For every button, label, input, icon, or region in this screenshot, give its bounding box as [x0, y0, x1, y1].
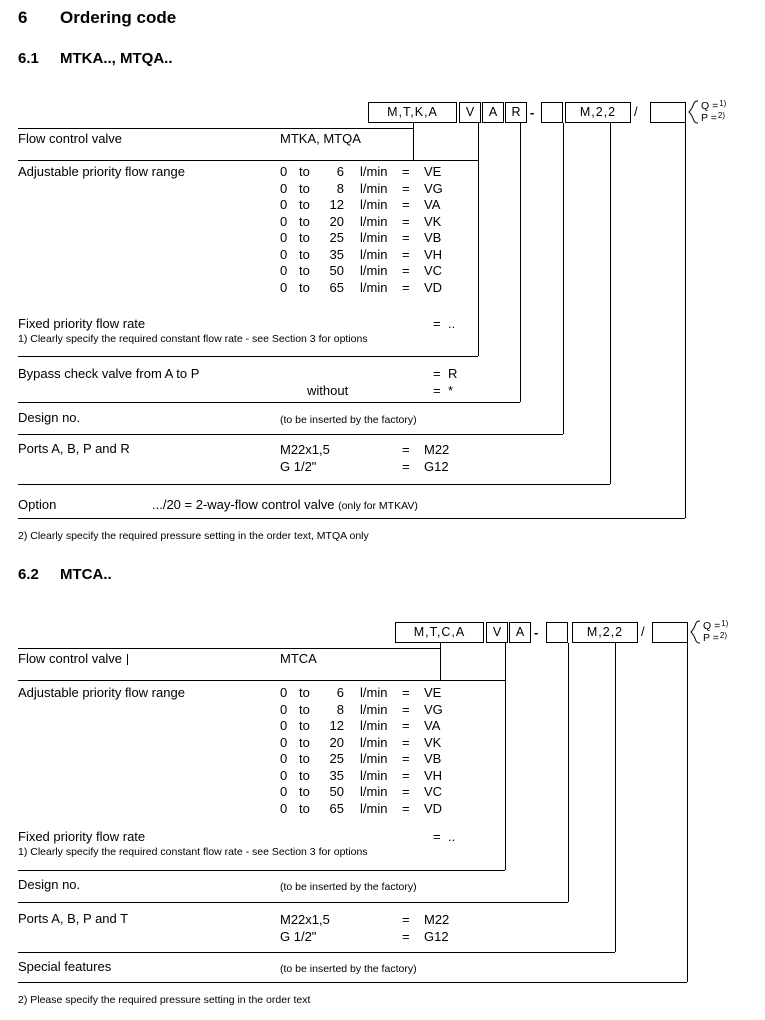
code-box-mtka-group: M,T,K,A [368, 102, 457, 123]
equals-sign: = [433, 316, 441, 331]
code-box-ports-group: M,2,2 [565, 102, 631, 123]
flow-code: VE [424, 164, 442, 179]
equals-sign: = [402, 734, 410, 750]
flow-max: 65 [329, 279, 344, 295]
flow-max: 20 [329, 734, 344, 750]
flow-to-word: to [299, 701, 310, 717]
flow-code: VA [424, 197, 441, 212]
flow-to-word: to [299, 718, 310, 733]
flow-range-table [280, 685, 443, 817]
flow-max: 6 [336, 685, 344, 700]
connector-line-ports [615, 643, 616, 952]
flow-to-word: to [299, 784, 310, 799]
flow-max: 35 [329, 246, 344, 262]
separator-line [18, 402, 520, 403]
subsection-title-61: MTKA.., MTQA.. [60, 50, 173, 67]
flow-max: 50 [329, 263, 344, 278]
ports-row [280, 459, 449, 476]
option-note: (only for MTKAV) [338, 500, 418, 512]
flow-code: VG [424, 180, 443, 196]
equals-sign: = [402, 800, 410, 816]
separator-line [18, 982, 687, 983]
field-label-adjustable-flow: Adjustable priority flow range [18, 164, 185, 179]
code-box-special-blank [652, 622, 688, 643]
port-thread: M22x1,5 [280, 912, 330, 927]
code-separator-dash: - [530, 105, 535, 120]
flow-to-word: to [299, 734, 310, 750]
separator-line [18, 518, 685, 519]
flow-code: VG [424, 701, 443, 717]
equals-sign: = [402, 767, 410, 783]
option-value: .../20 = 2-way-flow control valve [152, 497, 335, 512]
separator-line [18, 648, 440, 649]
flow-min: 0 [280, 800, 288, 816]
flow-unit: l/min [360, 279, 388, 295]
equals-sign: = [402, 442, 410, 457]
equals-sign: = [402, 751, 410, 766]
code-box-v: V [459, 102, 481, 123]
footnote-2: 2) Please specify the required pressure setting in the order text [18, 994, 311, 1006]
footnote-2: 2) Clearly specify the required pressure setting in the order text, MTQA only [18, 530, 369, 542]
flow-unit: l/min [360, 213, 388, 229]
connector-line-mtca [440, 643, 441, 680]
field-label-design-no: Design no. [18, 877, 81, 892]
flow-to-word: to [299, 800, 310, 816]
equals-sign: = [402, 912, 410, 927]
field-label-design-no: Design no. [18, 410, 81, 425]
flow-unit: l/min [360, 180, 388, 196]
flow-min: 0 [280, 701, 288, 717]
text-cursor-artifact [127, 654, 128, 665]
flow-range-row [280, 280, 443, 297]
flow-code: VC [424, 784, 443, 799]
connector-line-bypass [520, 123, 521, 402]
flow-to-word: to [299, 767, 310, 783]
flow-range-row [280, 197, 443, 214]
flow-min: 0 [280, 164, 288, 179]
equals-sign: = [402, 213, 410, 229]
field-label-option: Option [18, 497, 57, 512]
flow-code: VK [424, 734, 442, 750]
flow-unit: l/min [360, 263, 388, 278]
flow-to-word: to [299, 685, 310, 700]
q-footnote-marker: 1) [719, 99, 727, 108]
port-code: G12 [424, 459, 449, 474]
equals-sign: = [402, 685, 410, 700]
ports-table [280, 442, 449, 476]
separator-line [18, 952, 615, 953]
flow-to-word: to [299, 279, 310, 295]
flow-to-word: to [299, 164, 310, 179]
code-box-a: A [509, 622, 531, 643]
flow-min: 0 [280, 246, 288, 262]
flow-code: VH [424, 246, 443, 262]
flow-unit: l/min [360, 164, 388, 179]
page-title: Ordering code [60, 8, 177, 27]
field-label-fixed-flow: Fixed priority flow rate [18, 316, 146, 331]
flow-max: 6 [336, 164, 344, 179]
connector-line-option [685, 123, 686, 518]
flow-range-row [280, 784, 443, 801]
separator-line [18, 128, 413, 129]
q-label-text: Q = [701, 100, 719, 112]
field-label-special-features: Special features [18, 959, 112, 974]
flow-range-row [280, 801, 443, 818]
flow-code: VA [424, 718, 441, 733]
equals-sign: = [402, 246, 410, 262]
port-thread: G 1/2" [280, 459, 317, 474]
flow-range-row [280, 735, 443, 752]
code-separator-slash: / [634, 104, 638, 119]
flow-unit: l/min [360, 701, 388, 717]
without-code: * [448, 383, 454, 398]
brace-icon [690, 620, 701, 647]
field-value-flow-control: MTKA, MTQA [280, 131, 361, 146]
brace-icon [688, 100, 699, 127]
equals-sign: = [433, 383, 441, 398]
equals-sign: = [402, 784, 410, 799]
flow-unit: l/min [360, 197, 388, 212]
flow-unit: l/min [360, 784, 388, 799]
port-code: G12 [424, 929, 449, 944]
flow-code: VC [424, 263, 443, 278]
flow-max: 12 [329, 197, 344, 212]
flow-min: 0 [280, 751, 288, 766]
flow-code: VB [424, 230, 442, 245]
separator-line [18, 680, 505, 681]
flow-range-row [280, 247, 443, 264]
flow-unit: l/min [360, 734, 388, 750]
flow-min: 0 [280, 213, 288, 229]
flow-code: VB [424, 751, 442, 766]
field-value-flow-control: MTCA [280, 651, 317, 666]
flow-max: 8 [336, 180, 344, 196]
flow-range-row [280, 718, 443, 735]
equals-sign: = [402, 929, 410, 944]
field-label-ports: Ports A, B, P and T [18, 911, 129, 926]
equals-sign: = [402, 718, 410, 733]
equals-sign: = [402, 230, 410, 245]
flow-unit: l/min [360, 718, 388, 733]
code-box-option-blank [650, 102, 686, 123]
equals-sign: = [402, 701, 410, 717]
flow-to-word: to [299, 197, 310, 212]
equals-sign: = [402, 164, 410, 179]
port-thread: G 1/2" [280, 929, 317, 944]
flow-range-row [280, 751, 443, 768]
separator-line [18, 434, 563, 435]
connector-line-flow [478, 123, 479, 356]
flow-min: 0 [280, 685, 288, 700]
equals-sign: = [433, 829, 441, 844]
flow-max: 50 [329, 784, 344, 799]
port-thread: M22x1,5 [280, 442, 330, 457]
flow-to-word: to [299, 230, 310, 245]
flow-min: 0 [280, 767, 288, 783]
fixed-flow-code: .. [448, 316, 456, 331]
footnote-1: 1) Clearly specify the required constant flow rate - see Section 3 for options [18, 846, 368, 858]
flow-max: 20 [329, 213, 344, 229]
flow-range-row [280, 181, 443, 198]
design-no-note: (to be inserted by the factory) [280, 881, 417, 893]
fixed-flow-code: .. [448, 829, 456, 844]
separator-line [18, 484, 610, 485]
field-label-flow-control: Flow control valve [18, 651, 123, 666]
flow-unit: l/min [360, 751, 388, 766]
subsection-number-62: 6.2 [18, 566, 39, 583]
code-box-mtca-group: M,T,C,A [395, 622, 484, 643]
design-no-note: (to be inserted by the factory) [280, 414, 417, 426]
flow-min: 0 [280, 197, 288, 212]
flow-to-word: to [299, 246, 310, 262]
flow-unit: l/min [360, 800, 388, 816]
flow-to-word: to [299, 180, 310, 196]
flow-max: 65 [329, 800, 344, 816]
flow-to-word: to [299, 213, 310, 229]
special-features-note: (to be inserted by the factory) [280, 963, 417, 975]
flow-range-row [280, 702, 443, 719]
code-box-design-blank [541, 102, 563, 123]
flow-min: 0 [280, 263, 288, 278]
p-footnote-marker: 2) [717, 111, 725, 120]
flow-min: 0 [280, 734, 288, 750]
q-footnote-marker: 1) [721, 619, 729, 628]
separator-line [18, 160, 478, 161]
flow-max: 25 [329, 751, 344, 766]
flow-code: VH [424, 767, 443, 783]
flow-code: VE [424, 685, 442, 700]
flow-max: 8 [336, 701, 344, 717]
flow-min: 0 [280, 784, 288, 799]
flow-unit: l/min [360, 685, 388, 700]
flow-min: 0 [280, 180, 288, 196]
field-label-adjustable-flow: Adjustable priority flow range [18, 685, 185, 700]
flow-range-row [280, 768, 443, 785]
port-code: M22 [424, 442, 450, 457]
flow-range-row [280, 263, 443, 280]
subsection-title-62: MTCA.. [60, 566, 112, 583]
flow-code: VK [424, 213, 442, 229]
code-box-design-blank [546, 622, 568, 643]
code-separator-dash: - [534, 625, 539, 640]
option-value-line [152, 498, 418, 512]
flow-min: 0 [280, 279, 288, 295]
section-number: 6 [18, 8, 28, 27]
separator-line [18, 870, 505, 871]
equals-sign: = [402, 459, 410, 474]
field-label-flow-control: Flow control valve [18, 131, 123, 146]
equals-sign: = [402, 279, 410, 295]
subsection-number-61: 6.1 [18, 50, 39, 67]
p-pressure-label [703, 632, 727, 645]
connector-line-ports [610, 123, 611, 484]
flow-code: VD [424, 279, 443, 295]
flow-min: 0 [280, 230, 288, 245]
flow-max: 12 [329, 718, 344, 733]
separator-line [18, 902, 568, 903]
separator-line [18, 356, 478, 357]
field-label-fixed-flow: Fixed priority flow rate [18, 829, 146, 844]
flow-max: 25 [329, 230, 344, 245]
port-code: M22 [424, 912, 450, 927]
connector-line-special [687, 643, 688, 982]
flow-max: 35 [329, 767, 344, 783]
field-label-ports: Ports A, B, P and R [18, 441, 130, 456]
flow-range-table [280, 164, 443, 296]
flow-unit: l/min [360, 246, 388, 262]
bypass-code: R [448, 366, 458, 381]
flow-range-row [280, 230, 443, 247]
flow-range-row [280, 164, 443, 181]
code-box-v: V [486, 622, 508, 643]
field-label-bypass: Bypass check valve from A to P [18, 366, 200, 381]
flow-to-word: to [299, 751, 310, 766]
flow-to-word: to [299, 263, 310, 278]
code-separator-slash: / [641, 624, 645, 639]
flow-unit: l/min [360, 767, 388, 783]
equals-sign: = [402, 180, 410, 196]
connector-line-design [568, 643, 569, 902]
flow-code: VD [424, 800, 443, 816]
flow-range-row [280, 214, 443, 231]
ports-row [280, 442, 449, 459]
connector-line-mtka [413, 123, 414, 160]
ports-row [280, 912, 449, 929]
flow-min: 0 [280, 718, 288, 733]
flow-range-row [280, 685, 443, 702]
code-box-ports-group: M,2,2 [572, 622, 638, 643]
connector-line-flow [505, 643, 506, 870]
p-pressure-label [701, 112, 725, 125]
equals-sign: = [433, 366, 441, 381]
ports-row [280, 929, 449, 946]
connector-line-design [563, 123, 564, 434]
ports-table [280, 912, 449, 946]
q-label-text: Q = [703, 620, 721, 632]
p-label-text: P = [703, 632, 719, 644]
equals-sign: = [402, 263, 410, 278]
footnote-1: 1) Clearly specify the required constant flow rate - see Section 3 for options [18, 333, 368, 345]
p-label-text: P = [701, 112, 717, 124]
code-box-a: A [482, 102, 504, 123]
flow-unit: l/min [360, 230, 388, 245]
equals-sign: = [402, 197, 410, 212]
without-label: without [307, 383, 349, 398]
code-box-r: R [505, 102, 527, 123]
p-footnote-marker: 2) [719, 631, 727, 640]
